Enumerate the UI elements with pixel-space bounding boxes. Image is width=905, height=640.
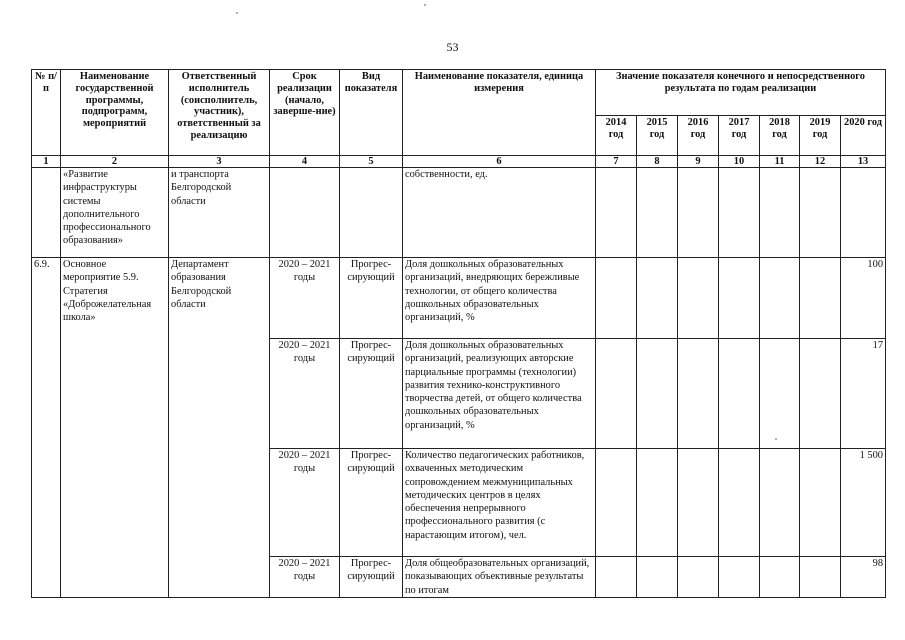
value-2019 bbox=[800, 168, 841, 258]
indicator-type: Прогрес-сирующий bbox=[340, 258, 403, 339]
value-2017 bbox=[719, 168, 760, 258]
value-2015 bbox=[637, 339, 678, 449]
indicator-name: Количество педагогических работников, охваченных методическим сопровождением межмуниципальных методических центров в целях обеспечения непрерывного профессионального развития (с нарастающим итогом), чел. bbox=[403, 449, 596, 557]
indicator-type: Прогрес-сирующий bbox=[340, 449, 403, 557]
value-2017 bbox=[719, 449, 760, 557]
value-2020: 17 bbox=[841, 339, 886, 449]
header-year: 2016 год bbox=[678, 116, 719, 156]
value-2019 bbox=[800, 557, 841, 598]
value-2020: 100 bbox=[841, 258, 886, 339]
header-indicator-type: Вид показателя bbox=[340, 70, 403, 156]
column-number: 9 bbox=[678, 156, 719, 168]
value-2017 bbox=[719, 557, 760, 598]
implementation-term: 2020 – 2021 годы bbox=[270, 557, 340, 598]
responsible-executor: и транспорта Белгородской области bbox=[169, 168, 270, 258]
indicator-type: Прогрес-сирующий bbox=[340, 557, 403, 598]
value-2018 bbox=[760, 449, 800, 557]
value-2018 bbox=[760, 339, 800, 449]
column-number: 6 bbox=[403, 156, 596, 168]
value-2019 bbox=[800, 449, 841, 557]
header-year: 2019 год bbox=[800, 116, 841, 156]
value-2016 bbox=[678, 557, 719, 598]
column-number: 3 bbox=[169, 156, 270, 168]
column-number: 1 bbox=[32, 156, 61, 168]
value-2014 bbox=[596, 168, 637, 258]
column-number: 4 bbox=[270, 156, 340, 168]
value-2015 bbox=[637, 168, 678, 258]
column-number: 13 bbox=[841, 156, 886, 168]
table-row bbox=[32, 168, 886, 258]
value-2014 bbox=[596, 339, 637, 449]
header-year: 2017 год bbox=[719, 116, 760, 156]
implementation-term: 2020 – 2021 годы bbox=[270, 449, 340, 557]
indicator-name: Доля дошкольных образовательных организаций, реализующих авторские парциальные программы (технологии) развития технико-конструктивного творчества детей, от общего количества дошкольных образовательных организаций, % bbox=[403, 339, 596, 449]
value-2019 bbox=[800, 258, 841, 339]
indicator-type bbox=[340, 168, 403, 258]
indicator-name: Доля дошкольных образовательных организаций, внедряющих бережливые технологии, от общего количества дошкольных образовательных организаций, % bbox=[403, 258, 596, 339]
row-number: 6.9. bbox=[32, 258, 61, 598]
value-2014 bbox=[596, 258, 637, 339]
value-2017 bbox=[719, 339, 760, 449]
scan-speck bbox=[775, 438, 777, 440]
value-2016 bbox=[678, 339, 719, 449]
header-term: Срок реализации (начало, заверше-ние) bbox=[270, 70, 340, 156]
value-2014 bbox=[596, 557, 637, 598]
value-2018 bbox=[760, 168, 800, 258]
header-row bbox=[32, 70, 886, 116]
indicator-name: собственности, ед. bbox=[403, 168, 596, 258]
indicators-table bbox=[31, 69, 886, 598]
header-year: 2015 год bbox=[637, 116, 678, 156]
row-number bbox=[32, 168, 61, 258]
value-2020 bbox=[841, 168, 886, 258]
column-number: 10 bbox=[719, 156, 760, 168]
program-name: Основное мероприятие 5.9. Стратегия «Доброжелательная школа» bbox=[61, 258, 169, 598]
value-2016 bbox=[678, 258, 719, 339]
column-number: 5 bbox=[340, 156, 403, 168]
indicator-name: Доля общеобразовательных организаций, показывающих объективные результаты по итогам bbox=[403, 557, 596, 598]
column-number: 8 bbox=[637, 156, 678, 168]
indicator-type: Прогрес-сирующий bbox=[340, 339, 403, 449]
table-row bbox=[32, 258, 886, 339]
header-indicator-name: Наименование показателя, единица измерения bbox=[403, 70, 596, 156]
header-program: Наименование государственной программы, подпрограмм, мероприятий bbox=[61, 70, 169, 156]
value-2015 bbox=[637, 258, 678, 339]
header-year: 2020 год bbox=[841, 116, 886, 156]
value-2014 bbox=[596, 449, 637, 557]
column-number: 11 bbox=[760, 156, 800, 168]
value-2018 bbox=[760, 557, 800, 598]
column-number: 7 bbox=[596, 156, 637, 168]
implementation-term: 2020 – 2021 годы bbox=[270, 339, 340, 449]
column-number: 2 bbox=[61, 156, 169, 168]
header-year: 2014 год bbox=[596, 116, 637, 156]
value-2020: 1 500 bbox=[841, 449, 886, 557]
implementation-term bbox=[270, 168, 340, 258]
value-2020: 98 bbox=[841, 557, 886, 598]
column-numbers-row bbox=[32, 156, 886, 168]
scan-speck bbox=[424, 4, 426, 6]
page-number: 53 bbox=[446, 40, 459, 54]
implementation-term: 2020 – 2021 годы bbox=[270, 258, 340, 339]
program-name: «Развитие инфраструктуры системы дополнительного профессионального образования» bbox=[61, 168, 169, 258]
value-2015 bbox=[637, 449, 678, 557]
header-values: Значение показателя конечного и непосредственного результата по годам реализации bbox=[596, 70, 886, 116]
header-year: 2018 год bbox=[760, 116, 800, 156]
header-responsible: Ответственный исполнитель (соисполнитель, участник), ответственный за реализацию bbox=[169, 70, 270, 156]
value-2019 bbox=[800, 339, 841, 449]
value-2018 bbox=[760, 258, 800, 339]
column-number: 12 bbox=[800, 156, 841, 168]
value-2015 bbox=[637, 557, 678, 598]
scan-speck bbox=[236, 12, 238, 14]
value-2017 bbox=[719, 258, 760, 339]
value-2016 bbox=[678, 449, 719, 557]
value-2016 bbox=[678, 168, 719, 258]
header-number: № п/п bbox=[32, 70, 61, 156]
responsible-executor: Департамент образования Белгородской области bbox=[169, 258, 270, 598]
